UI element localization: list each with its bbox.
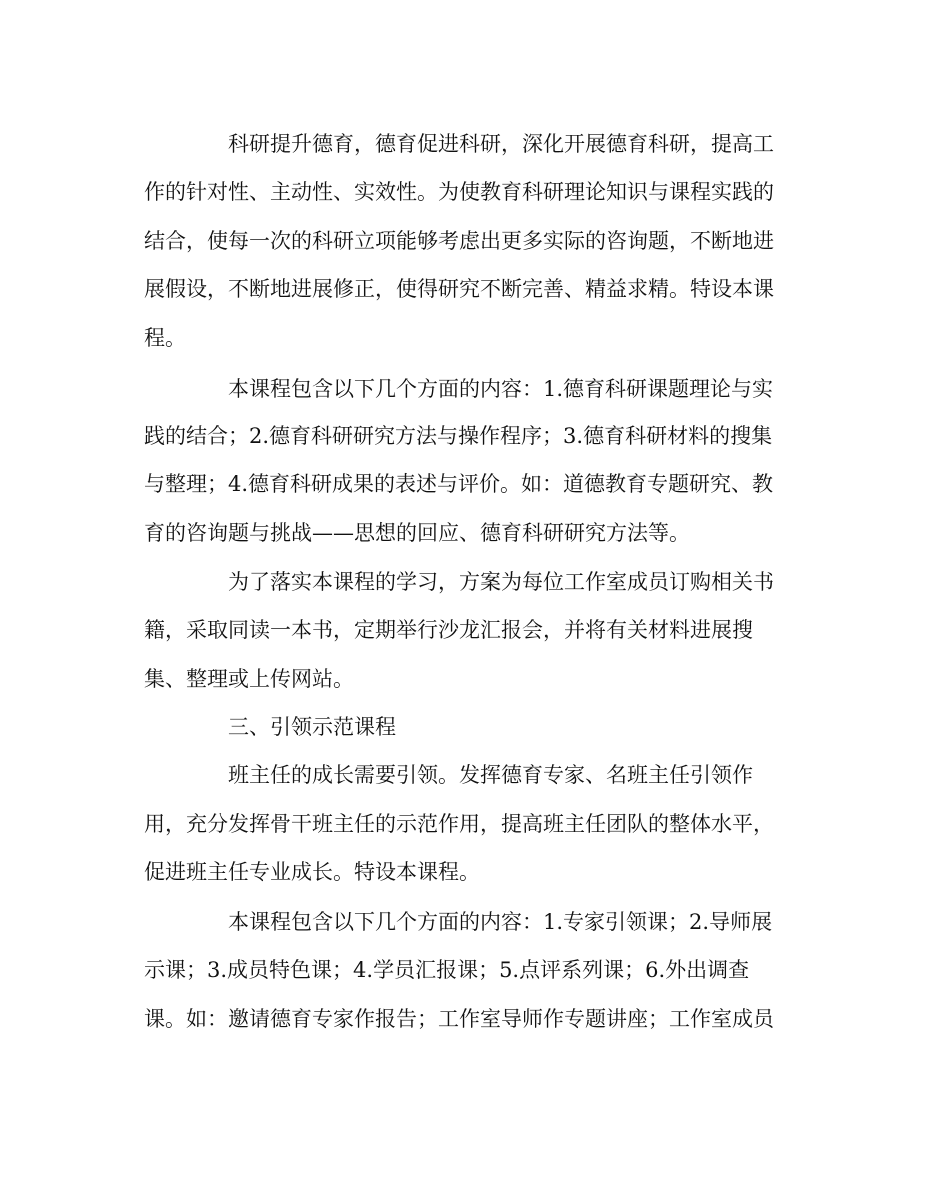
paragraph-1-line-4: 展假设，不断地进展修正，使得研究不断完善、精益求精。特设本课 — [144, 277, 774, 301]
paragraph-4-line-2: 用，充分发挥骨干班主任的示范作用，提高班主任团队的整体水平， — [144, 812, 774, 836]
paragraph-1-line-3: 结合，使每一次的科研立项能够考虑出更多实际的咨询题，不断地进 — [144, 229, 774, 253]
paragraph-2-line-3: 与整理；4.德育科研成果的表述与评价。如：道德教育专题研究、教 — [144, 472, 774, 496]
paragraph-5-line-2: 示课；3.成员特色课；4.学员汇报课；5.点评系列课；6.外出调查 — [144, 958, 750, 982]
paragraph-2-line-4: 育的咨询题与挑战——思想的回应、德育科研研究方法等。 — [144, 521, 690, 545]
paragraph-3-line-1: 为了落实本课程的学习，方案为每位工作室成员订购相关书 — [228, 570, 774, 594]
paragraph-2-line-2: 践的结合；2.德育科研研究方法与操作程序；3.德育科研材料的搜集 — [144, 424, 773, 448]
paragraph-4-line-1: 班主任的成长需要引领。发挥德育专家、名班主任引领作 — [228, 763, 753, 787]
paragraph-5-line-1: 本课程包含以下几个方面的内容：1.专家引领课；2.导师展 — [228, 910, 773, 934]
paragraph-2-line-1: 本课程包含以下几个方面的内容：1.德育科研课题理论与实 — [228, 377, 774, 401]
paragraph-1-line-1: 科研提升德育，德育促进科研，深化开展德育科研，提高工 — [228, 132, 774, 156]
paragraph-3-line-2: 籍，采取同读一本书，定期举行沙龙汇报会，并将有关材料进展搜 — [144, 618, 753, 642]
paragraph-4-line-3: 促进班主任专业成长。特设本课程。 — [144, 860, 480, 884]
paragraph-3-line-3: 集、整理或上传网站。 — [144, 667, 354, 691]
section-heading: 三、引领示范课程 — [228, 715, 396, 739]
paragraph-5-line-3: 课。如：邀请德育专家作报告；工作室导师作专题讲座；工作室成员 — [144, 1007, 774, 1031]
paragraph-1-line-2: 作的针对性、主动性、实效性。为使教育科研理论知识与课程实践的 — [144, 180, 774, 204]
paragraph-1-line-5: 程。 — [144, 326, 186, 350]
